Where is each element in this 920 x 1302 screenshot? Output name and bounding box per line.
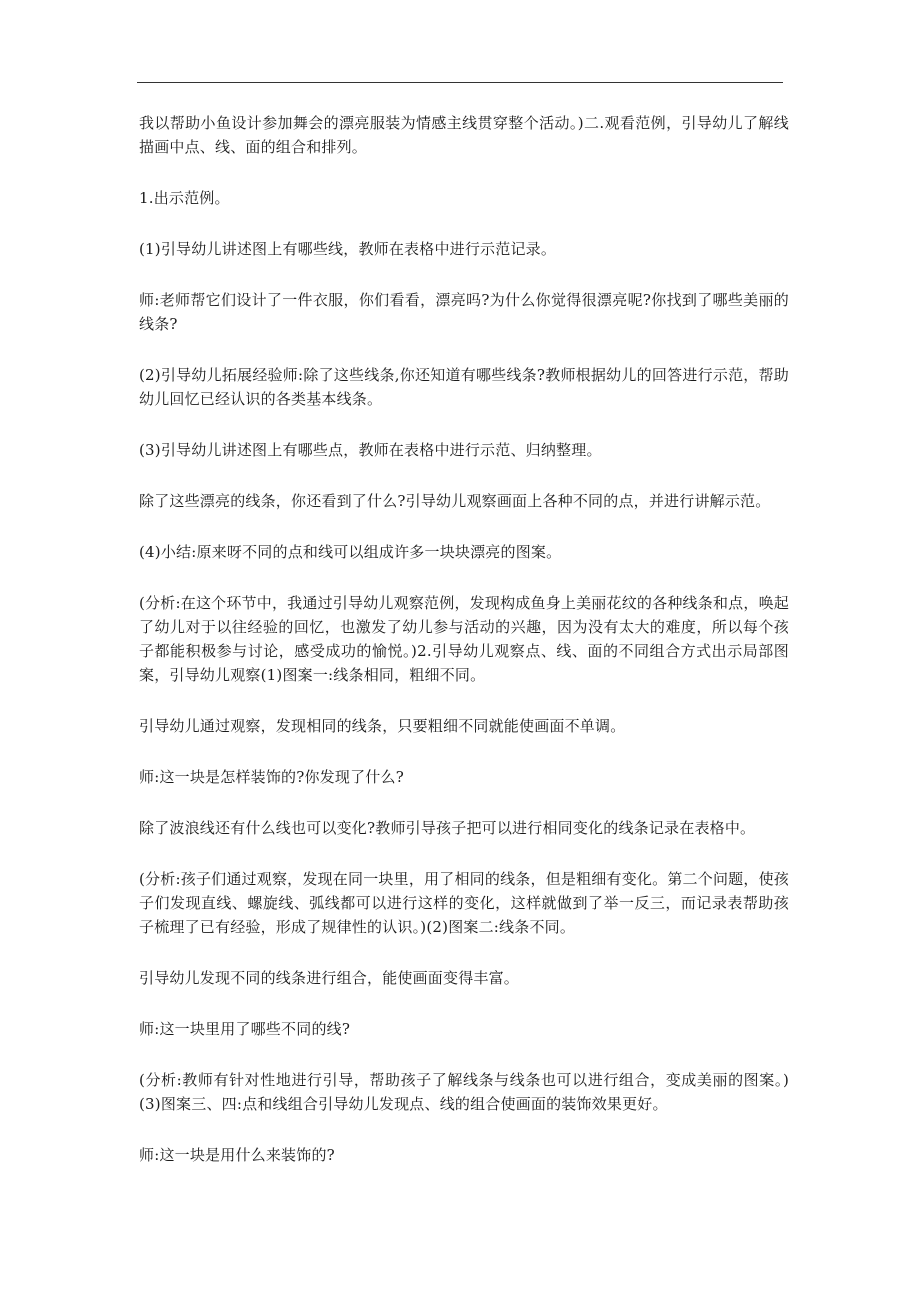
paragraph: (分析:孩子们通过观察，发现在同一块里，用了相同的线条，但是粗细有变化。第二个问题，使孩子们发现直线、螺旋线、弧线都可以进行这样的变化，这样就做到了举一反三，而记录表帮助孩子梳理了已有经验，形成了规律性的认识。)(2)图案二:线条不同。 bbox=[139, 870, 789, 936]
paragraph: (1)引导幼儿讲述图上有哪些线，教师在表格中进行示范记录。 bbox=[139, 240, 557, 258]
paragraph: (分析:教师有针对性地进行引导，帮助孩子了解线条与线条也可以进行组合，变成美丽的图案。)(3)图案三、四:点和线组合引导幼儿发现点、线的组合使画面的装饰效果更好。 bbox=[139, 1071, 789, 1113]
paragraph: 师:这一块是用什么来装饰的? bbox=[139, 1146, 335, 1164]
paragraph: (分析:在这个环节中，我通过引导幼儿观察范例，发现构成鱼身上美丽花纹的各种线条和点，唤起了幼儿对于以往经验的回忆，也激发了幼儿参与活动的兴趣，因为没有太大的难度，所以每个孩子都能积极参与讨论，感受成功的愉悦。)2.引导幼儿观察点、线、面的不同组合方式出示局部图案，引导幼儿观察(1)图案一:线条相同，粗细不同。 bbox=[139, 594, 789, 684]
paragraph: 师:老师帮它们设计了一件衣服，你们看看，漂亮吗?为什么你觉得很漂亮呢?你找到了哪些美丽的线条? bbox=[139, 291, 789, 333]
header-rule bbox=[137, 82, 783, 83]
paragraph: 我以帮助小鱼设计参加舞会的漂亮服装为情感主线贯穿整个活动。)二.观看范例，引导幼儿了解线描画中点、线、面的组合和排列。 bbox=[139, 114, 789, 156]
paragraph: 引导幼儿发现不同的线条进行组合，能使画面变得丰富。 bbox=[139, 969, 520, 987]
paragraph: (4)小结:原来呀不同的点和线可以组成许多一块块漂亮的图案。 bbox=[139, 543, 562, 561]
paragraph: 除了波浪线还有什么线也可以变化?教师引导孩子把可以进行相同变化的线条记录在表格中。 bbox=[139, 819, 756, 837]
paragraph: (2)引导幼儿拓展经验师:除了这些线条,你还知道有哪些线条?教师根据幼儿的回答进行示范，帮助幼儿回忆已经认识的各类基本线条。 bbox=[139, 366, 789, 408]
paragraph: 师:这一块里用了哪些不同的线? bbox=[139, 1020, 351, 1038]
paragraph: 师:这一块是怎样装饰的?你发现了什么? bbox=[139, 768, 404, 786]
paragraph: 1.出示范例。 bbox=[139, 189, 230, 207]
paragraph: 除了这些漂亮的线条，你还看到了什么?引导幼儿观察画面上各种不同的点，并进行讲解示范。 bbox=[139, 492, 771, 510]
paragraph: (3)引导幼儿讲述图上有哪些点，教师在表格中进行示范、归纳整理。 bbox=[139, 441, 602, 459]
document-body bbox=[139, 111, 789, 1194]
paragraph: 引导幼儿通过观察，发现相同的线条，只要粗细不同就能使画面不单调。 bbox=[139, 717, 626, 735]
